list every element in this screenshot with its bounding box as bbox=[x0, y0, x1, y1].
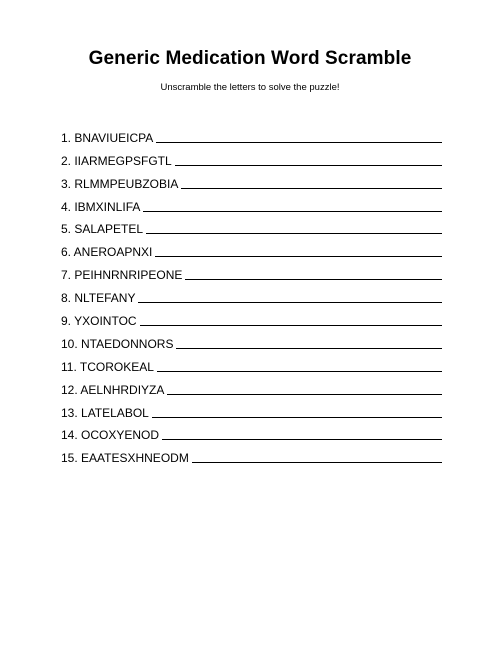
scrambled-word: 11. TCOROKEAL bbox=[61, 359, 154, 374]
scrambled-word: 1. BNAVIUEICPA bbox=[61, 130, 154, 145]
scramble-item bbox=[61, 214, 442, 237]
scrambled-word: 2. IIARMEGPSFGTL bbox=[61, 153, 172, 168]
scrambled-word: 5. SALAPETEL bbox=[61, 222, 144, 237]
scrambled-word: 9. YXOINTOC bbox=[61, 314, 137, 329]
scramble-item bbox=[61, 305, 442, 328]
answer-line bbox=[138, 292, 442, 303]
scramble-item bbox=[61, 351, 442, 374]
scramble-item bbox=[61, 191, 442, 214]
answer-line bbox=[157, 361, 442, 372]
scramble-item bbox=[61, 168, 442, 191]
scrambled-word: 12. AELNHRDIYZA bbox=[61, 382, 165, 397]
worksheet-instructions: Unscramble the letters to solve the puzzle! bbox=[160, 82, 340, 93]
answer-line bbox=[185, 269, 442, 280]
answer-line bbox=[155, 246, 442, 257]
answer-line bbox=[146, 223, 442, 234]
answer-line bbox=[143, 201, 442, 212]
scramble-item bbox=[61, 374, 442, 397]
scramble-item bbox=[61, 282, 442, 305]
scrambled-word: 15. EAATESXHNEODM bbox=[61, 451, 189, 466]
scrambled-word: 10. NTAEDONNORS bbox=[61, 336, 174, 351]
scrambled-word: 6. ANEROAPNXI bbox=[61, 245, 153, 260]
worksheet-title: Generic Medication Word Scramble bbox=[88, 48, 412, 69]
answer-line bbox=[176, 338, 442, 349]
answer-line bbox=[167, 384, 442, 395]
scrambled-word: 14. OCOXYENOD bbox=[61, 428, 160, 443]
scrambled-word: 7. PEIHNRNRIPEONE bbox=[61, 268, 183, 283]
answer-line bbox=[175, 155, 442, 166]
scrambled-word: 4. IBMXINLIFA bbox=[61, 199, 141, 214]
answer-line bbox=[156, 132, 442, 143]
scramble-item bbox=[61, 442, 442, 465]
scramble-item bbox=[61, 328, 442, 351]
scramble-item bbox=[61, 145, 442, 168]
scrambled-word: 3. RLMMPEUBZOBIA bbox=[61, 176, 179, 191]
scramble-item bbox=[61, 122, 442, 145]
scramble-item bbox=[61, 236, 442, 259]
scramble-item bbox=[61, 259, 442, 282]
answer-line bbox=[192, 452, 442, 463]
answer-line bbox=[140, 315, 442, 326]
scramble-item bbox=[61, 420, 442, 443]
scramble-list bbox=[61, 122, 442, 465]
answer-line bbox=[181, 178, 442, 189]
answer-line bbox=[152, 407, 442, 418]
scrambled-word: 13. LATELABOL bbox=[61, 405, 149, 420]
answer-line bbox=[162, 429, 442, 440]
scramble-item bbox=[61, 397, 442, 420]
scrambled-word: 8. NLTEFANY bbox=[61, 291, 136, 306]
